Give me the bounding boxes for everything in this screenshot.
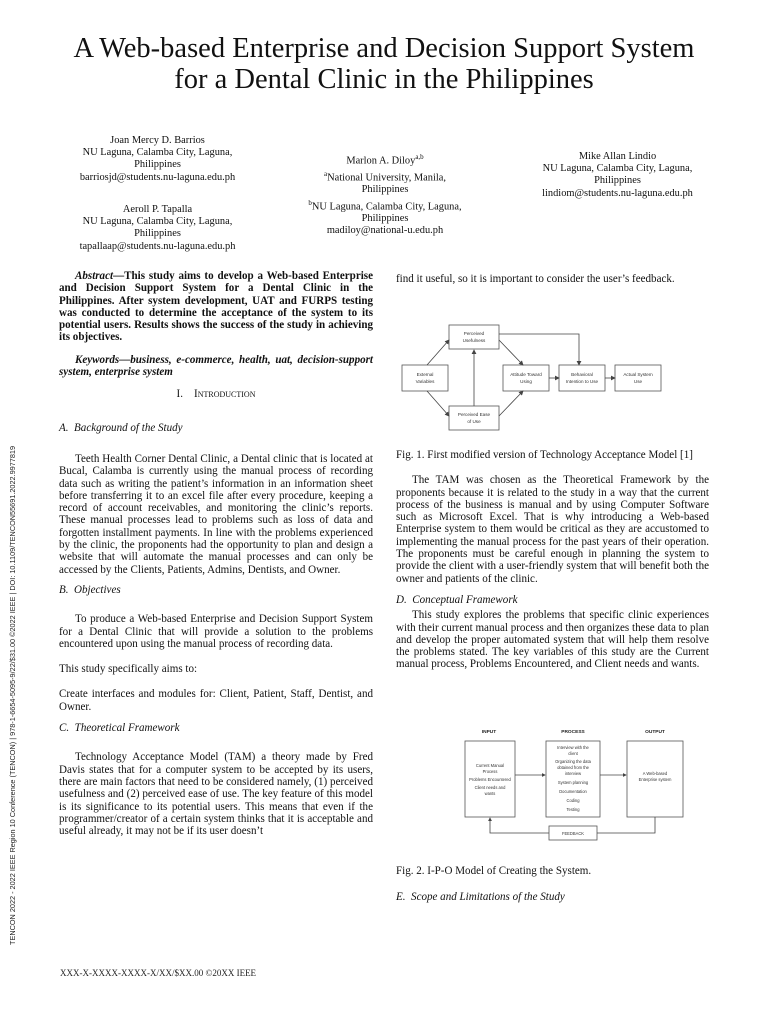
right-column-bottom [396,865,709,904]
author-affiliation-country: Philippines [594,175,641,187]
author-affiliation: NU Laguna, Calamba City, Laguna, [82,147,233,159]
label-external-1: External [416,372,434,377]
header-input: INPUT [481,730,497,735]
box-attitude [503,365,549,391]
input-item-2: Process [482,769,498,774]
abstract-label: Abstract [75,270,114,282]
label-att-2: Using [520,379,532,384]
process-item-5: interview [564,771,582,776]
process-item-7: Documentation [559,789,587,794]
figure-1-caption: Fig. 1. First modified version of Technology Acceptance Model [1] [396,449,693,461]
label-external-2: Variables [415,379,435,384]
author-affiliation-b: NU Laguna, Calamba City, Laguna, [311,201,462,213]
input-item-4: Client needs and [474,785,506,790]
label-asu-2: Use [633,379,643,384]
right-column-lower [396,449,709,671]
box-perceived-ease [449,406,499,430]
author-block-lindio [500,151,735,200]
right-column [396,273,709,285]
author-affiliation: NU Laguna, Calamba City, Laguna, [542,163,693,175]
keywords-paragraph: Keywords—business, e-commerce, health, uat, decision-support system, enterprise system [59,353,373,379]
output-item-2: Enterprise system [638,777,672,782]
box-external-variables [402,365,448,391]
author-superscript: a,b [415,153,424,161]
author-email: tapallaap@students.nu-laguna.edu.ph [79,240,236,252]
process-item-2: client [568,751,578,756]
section-heading-introduction: I. Introduction [176,388,256,401]
label-peou-2: of Use [467,419,481,424]
paragraph-background: Teeth Health Corner Dental Clinic, a Dental clinic that is located at Bucal, Calamba is currently using the manual process of recording data such as writing the patient’s information in an information sheet before transferring it to an excel file after every procedure, keeping a record of account receivables, and monitoring the clinic’s reports. These manual processes lead to problems such as loss of data and forgotten installment payments. In line with the problems experienced by the clinic, the proponents had the opportunity to plan and design a website that will automate the manual processes and can only be accessed by the Clients, Patients, Admins, Dentists, and Owner. [59,452,373,576]
author-block-diloy: Marlon A. Diloy$^{a,b}$ $^a$National University, Manila, Philippines $^b$NU Laguna, Calamba City, Laguna, Philippines madiloy@national-u.edu.ph [270,151,500,238]
paragraph-continued: find it useful, so it is important to consider the user’s feedback. [396,273,675,285]
subsection-heading-theoretical: C. Theoretical Framework [59,722,180,735]
input-item-3: Problems Encountered [469,777,511,782]
keywords-text: business, e-commerce, health, uat, decision-support system, enterprise system [59,353,373,379]
footer-copyright: XXX-X-XXXX-XXXX-X/XX/$XX.00 ©20XX IEEE [60,968,257,978]
subsection-heading-conceptual: D. Conceptual Framework [396,593,518,606]
box-perceived-usefulness [449,325,499,349]
feedback-label: FEEDBACK [561,831,585,836]
author-affiliation: NU Laguna, Calamba City, Laguna, [82,216,233,228]
author-affiliation-a: National University, Manila, [327,172,446,184]
input-item-1: Current Manual [475,763,505,768]
figure-1-tam [397,322,709,440]
author-affiliation-country: Philippines [134,159,181,171]
input-item-5: wants [484,791,496,796]
label-asu-1: Actual System [623,372,653,377]
subsection-heading-scope: E. Scope and Limitations of the Study [396,891,565,904]
figure-2-ipo [459,725,699,851]
paragraph-aims: This study specifically aims to: [59,663,198,676]
author-affiliation-a-country: Philippines [361,184,409,196]
label-bi-2: Intention to Use [565,379,599,384]
label-peou-1: Perceived Ease [457,412,491,417]
paragraph-tam: Technology Acceptance Model (TAM) a theory made by Fred Davis states that for a computer system to be accepted by its users, there are main factors that need to be considered namely, (1) perceived usefulness and (2) perceived ease of use. The key feature of this model is its significance to its potential users. This means that even if the programmer/creator of a certain system thinks that it is acceptable and useful already, it may not be if its user doesn’t [59,751,373,838]
author-email: barriosjd@students.nu-laguna.edu.ph [79,171,236,183]
paragraph-create: Create interfaces and modules for: Client, Patient, Staff, Dentist, and Owner. [59,688,373,713]
header-process: PROCESS [561,730,585,735]
label-pu-2: Usefulness [462,338,486,343]
keywords-label: Keywords [75,353,120,366]
box-behavioral-intention [559,365,605,391]
subsection-heading-objectives: B. Objectives [59,583,121,596]
author-block-barrios [40,135,275,184]
abstract-text: This study aims to develop a Web-based Enterprise and Decision Support System for a Dental Clinic in the Philippines. After system development, UAT and FURPS testing was conducted to determine the acceptance of the system to its potential users. Results shows the success of the study in achieving its objectives. [59,270,373,344]
left-column [59,270,373,837]
author-block-tapalla [40,204,275,253]
process-item-9: Testing [566,807,580,812]
process-item-6: System planning [557,780,589,785]
sidebar-citation: TENCON 2022 - 2022 IEEE Region 10 Conference (TENCON) | 978-1-6654-5095-9/22/$31.00 ©2022 IEEE | DOI: 10.1109/TENCON55691.2022.9977819 [8,445,17,945]
abstract-paragraph [59,270,373,344]
tam-diagram [397,322,709,440]
author-name: Aeroll P. Tapalla [122,204,193,215]
header-output: OUTPUT [645,730,665,735]
label-pu-1: Perceived [463,331,485,336]
author-affiliation-country: Philippines [134,228,181,240]
figure-2-caption: Fig. 2. I-P-O Model of Creating the System. [396,865,592,877]
process-item-8: Coding [566,798,580,803]
paper-title: A Web-based Enterprise and Decision Support System for a Dental Clinic in the Philippines [73,33,695,95]
label-bi-1: Behavioral [571,372,593,377]
ipo-diagram [459,725,699,851]
paragraph-objectives: To produce a Web-based Enterprise and Decision Support System for a Dental Clinic that will provide a solution to the problems encountered upon using the manual process of recording data. [59,613,373,650]
output-item-1: A Web-based [642,771,668,776]
author-name: Joan Mercy D. Barrios [110,135,205,146]
author-email: lindiom@students.nu-laguna.edu.ph [542,187,693,199]
subsection-heading-background: A. Background of the Study [59,421,183,434]
paragraph-conceptual: This study explores the problems that specific clinic experiences with their current manual process and then organizes these data to plan and develop the proper automated system that will help them resolve the problems stated. The key variables of this study are the Current manual process, Problems Encountered, and Client needs and wants. [396,609,709,671]
label-att-1: Attitude Toward [510,372,542,377]
process-item-4: obtained from the [557,765,589,770]
author-affiliation-b-country: Philippines [361,213,409,225]
process-item-1: Interview with the [557,745,589,750]
paragraph-tam-choice: The TAM was chosen as the Theoretical Framework by the proponents because it is related to the study in a way that the current process of the business is manual and by using Computer Software such as Microsoft Excel. That is why introducing a Web-based Enterprise system to them would be critical as they are accustomed to implementing the manual process for the past years of their operation. The proponents must be careful enough in planning the system to provide the client with a user-friendly system that will benefit both the owner and patients of the clinic. [396,474,709,585]
process-item-3: Organizing the data [555,759,591,764]
author-name: Marlon A. Diloy [346,155,416,167]
abstract-dash: — [113,270,125,282]
author-name: Mike Allan Lindio [578,151,657,162]
author-email: madiloy@national-u.edu.ph [326,225,444,237]
box-actual-use [615,365,661,391]
